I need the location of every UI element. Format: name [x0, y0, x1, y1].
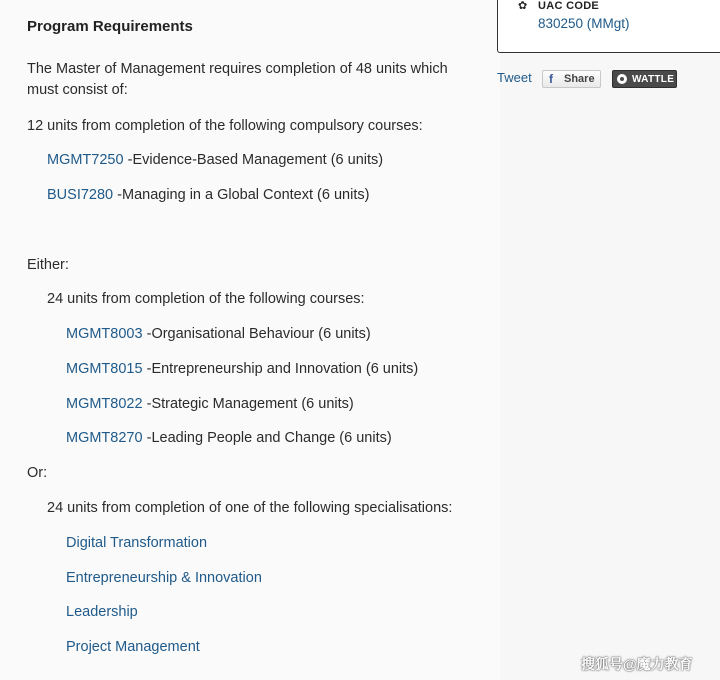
- course-dash: -: [127, 152, 133, 168]
- course-link-mgmt8015[interactable]: MGMT8015: [66, 361, 143, 377]
- course-title: Leading People and Change (6 units): [151, 430, 392, 446]
- specialisation-link-entrepreneurship[interactable]: Entrepreneurship & Innovation: [66, 570, 262, 586]
- course-link-mgmt8003[interactable]: MGMT8003: [66, 326, 143, 342]
- page-title: Program Requirements: [27, 18, 193, 35]
- course-title: Entrepreneurship and Innovation (6 units): [151, 361, 419, 377]
- watermark: 搜狐号@魔力教育: [581, 656, 693, 672]
- course-dash: -: [146, 326, 152, 342]
- course-item: [47, 187, 369, 203]
- course-link-busi7280[interactable]: BUSI7280: [47, 187, 114, 203]
- course-link-mgmt8022[interactable]: MGMT8022: [66, 396, 143, 412]
- course-title: Evidence-Based Management (6 units): [132, 152, 384, 168]
- specialisation-link-leadership[interactable]: Leadership: [66, 604, 138, 620]
- intro-text: The Master of Management requires completion of 48 units which must consist of:: [27, 61, 448, 98]
- uac-title: UAC CODE: [538, 0, 600, 12]
- course-item: [66, 430, 392, 446]
- course-item: [66, 326, 371, 342]
- course-dash: -: [146, 361, 152, 377]
- wattle-button[interactable]: [612, 70, 677, 88]
- course-dash: -: [146, 396, 152, 412]
- specialisations-intro: 24 units from completion of one of the following specialisations:: [47, 500, 453, 516]
- course-item: [47, 152, 383, 168]
- wattle-label: WATTLE: [632, 74, 675, 85]
- facebook-icon: f: [549, 72, 553, 86]
- specialisation-link-digital-transformation[interactable]: Digital Transformation: [66, 535, 208, 551]
- uac-code-value: 830250 (MMgt): [538, 16, 630, 31]
- uac-code-box: [497, 0, 720, 53]
- compulsory-intro: 12 units from completion of the following compulsory courses:: [27, 118, 423, 134]
- wattle-icon: [617, 74, 627, 84]
- tweet-link[interactable]: Tweet: [497, 70, 532, 85]
- facebook-share-button[interactable]: [542, 70, 601, 88]
- specialisation-link-project-management[interactable]: Project Management: [66, 639, 200, 655]
- course-link-mgmt7250[interactable]: MGMT7250: [47, 152, 124, 168]
- course-link-mgmt8270[interactable]: MGMT8270: [66, 430, 143, 446]
- or-label: Or:: [27, 465, 48, 481]
- course-title: Strategic Management (6 units): [151, 396, 354, 412]
- course-item: [66, 396, 354, 412]
- course-title: Managing in a Global Context (6 units): [121, 187, 370, 203]
- course-dash: -: [117, 187, 122, 203]
- course-item: [66, 361, 418, 377]
- course-dash: -: [146, 430, 152, 446]
- course-title: Organisational Behaviour (6 units): [151, 326, 371, 342]
- gear-icon: ✿: [518, 0, 528, 12]
- either-label: Either:: [27, 257, 69, 273]
- courses-intro: 24 units from completion of the following courses:: [47, 291, 365, 307]
- share-label: Share: [564, 73, 595, 85]
